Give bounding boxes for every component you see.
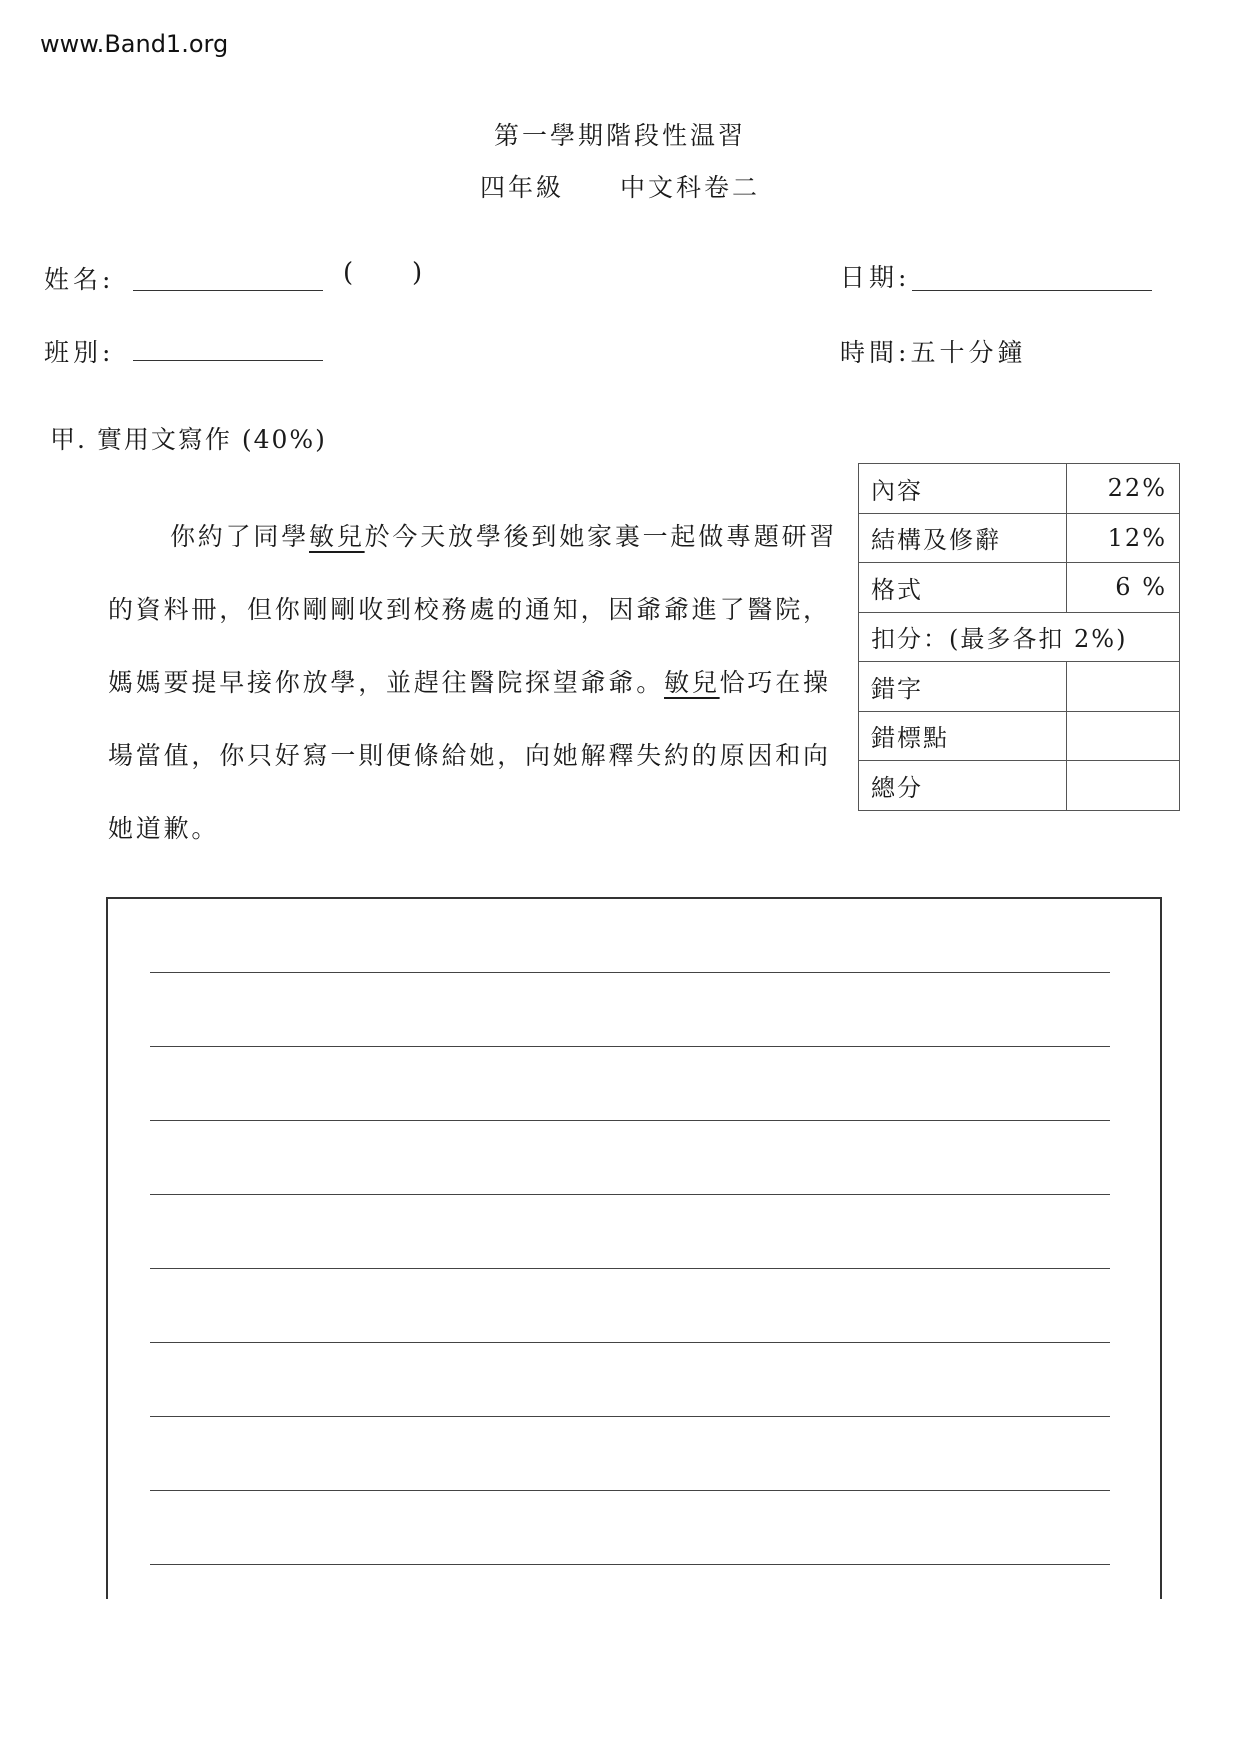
exam-subtitle (0, 168, 1240, 204)
writing-line[interactable] (150, 1342, 1110, 1343)
student-name-underlined: 敏兒 (309, 522, 365, 551)
score-row (859, 761, 1180, 811)
section-heading: 甲. 實用文寫作 (40%) (50, 425, 327, 454)
grade-label: 四年級 (479, 173, 564, 202)
score-value[interactable] (1066, 711, 1179, 761)
date-label: 日期: (840, 263, 911, 292)
score-label: 總分 (859, 761, 1067, 811)
writing-line[interactable] (150, 1416, 1110, 1417)
score-row (859, 662, 1180, 712)
question-prompt (108, 500, 843, 865)
exam-title: 第一學期階段性温習 (493, 121, 746, 150)
score-label: 內容 (859, 464, 1067, 514)
deduction-label: 扣分：(最多各扣 2%) (859, 612, 1180, 662)
writing-line[interactable] (150, 1046, 1110, 1047)
score-value[interactable] (1066, 662, 1179, 712)
score-label: 錯字 (859, 662, 1067, 712)
score-label: 格式 (859, 563, 1067, 613)
prompt-text-2: 於今天放學後到她家裏一起做專題研習的資料冊，但你剛剛收到校務處的通知，因爺爺進了醫院，媽媽要提早接你放學，並趕往醫院探望爺爺。 (108, 522, 838, 697)
score-value[interactable] (1066, 761, 1179, 811)
class-input-line[interactable] (133, 360, 323, 361)
score-label: 結構及修辭 (859, 513, 1067, 563)
scoring-table (858, 463, 1180, 811)
paper-label: 中文科卷二 (620, 173, 761, 202)
time-label: 時間: (840, 338, 911, 367)
writing-line[interactable] (150, 1564, 1110, 1565)
student-name-underlined: 敏兒 (664, 668, 720, 697)
score-row (859, 464, 1180, 514)
name-input-line[interactable] (133, 290, 323, 291)
score-value: 12% (1066, 513, 1179, 563)
date-input-line[interactable] (912, 290, 1152, 291)
writing-line[interactable] (150, 1120, 1110, 1121)
writing-box[interactable] (106, 897, 1162, 1599)
writing-line[interactable] (150, 972, 1110, 973)
score-value: 22% (1066, 464, 1179, 514)
score-row (859, 513, 1180, 563)
time-value: 五十分鐘 (910, 338, 1027, 367)
site-url: www.Band1.org (40, 30, 229, 58)
score-row (859, 563, 1180, 613)
prompt-text-3: 恰巧在操場當值，你只好寫一則便條給她，向她解釋失約的原因和向她道歉。 (108, 668, 831, 843)
score-row (859, 711, 1180, 761)
writing-line[interactable] (150, 1490, 1110, 1491)
prompt-text-1: 你約了同學 (170, 522, 310, 551)
class-number-paren-close: ) (412, 258, 423, 288)
score-row (859, 612, 1180, 662)
name-label: 姓名: (44, 265, 115, 294)
class-label: 班別: (44, 338, 115, 367)
score-label: 錯標點 (859, 711, 1067, 761)
writing-line[interactable] (150, 1194, 1110, 1195)
time-info (840, 333, 1026, 369)
score-value: 6 % (1066, 563, 1179, 613)
writing-line[interactable] (150, 1268, 1110, 1269)
class-number-paren-open: ( (343, 258, 354, 288)
